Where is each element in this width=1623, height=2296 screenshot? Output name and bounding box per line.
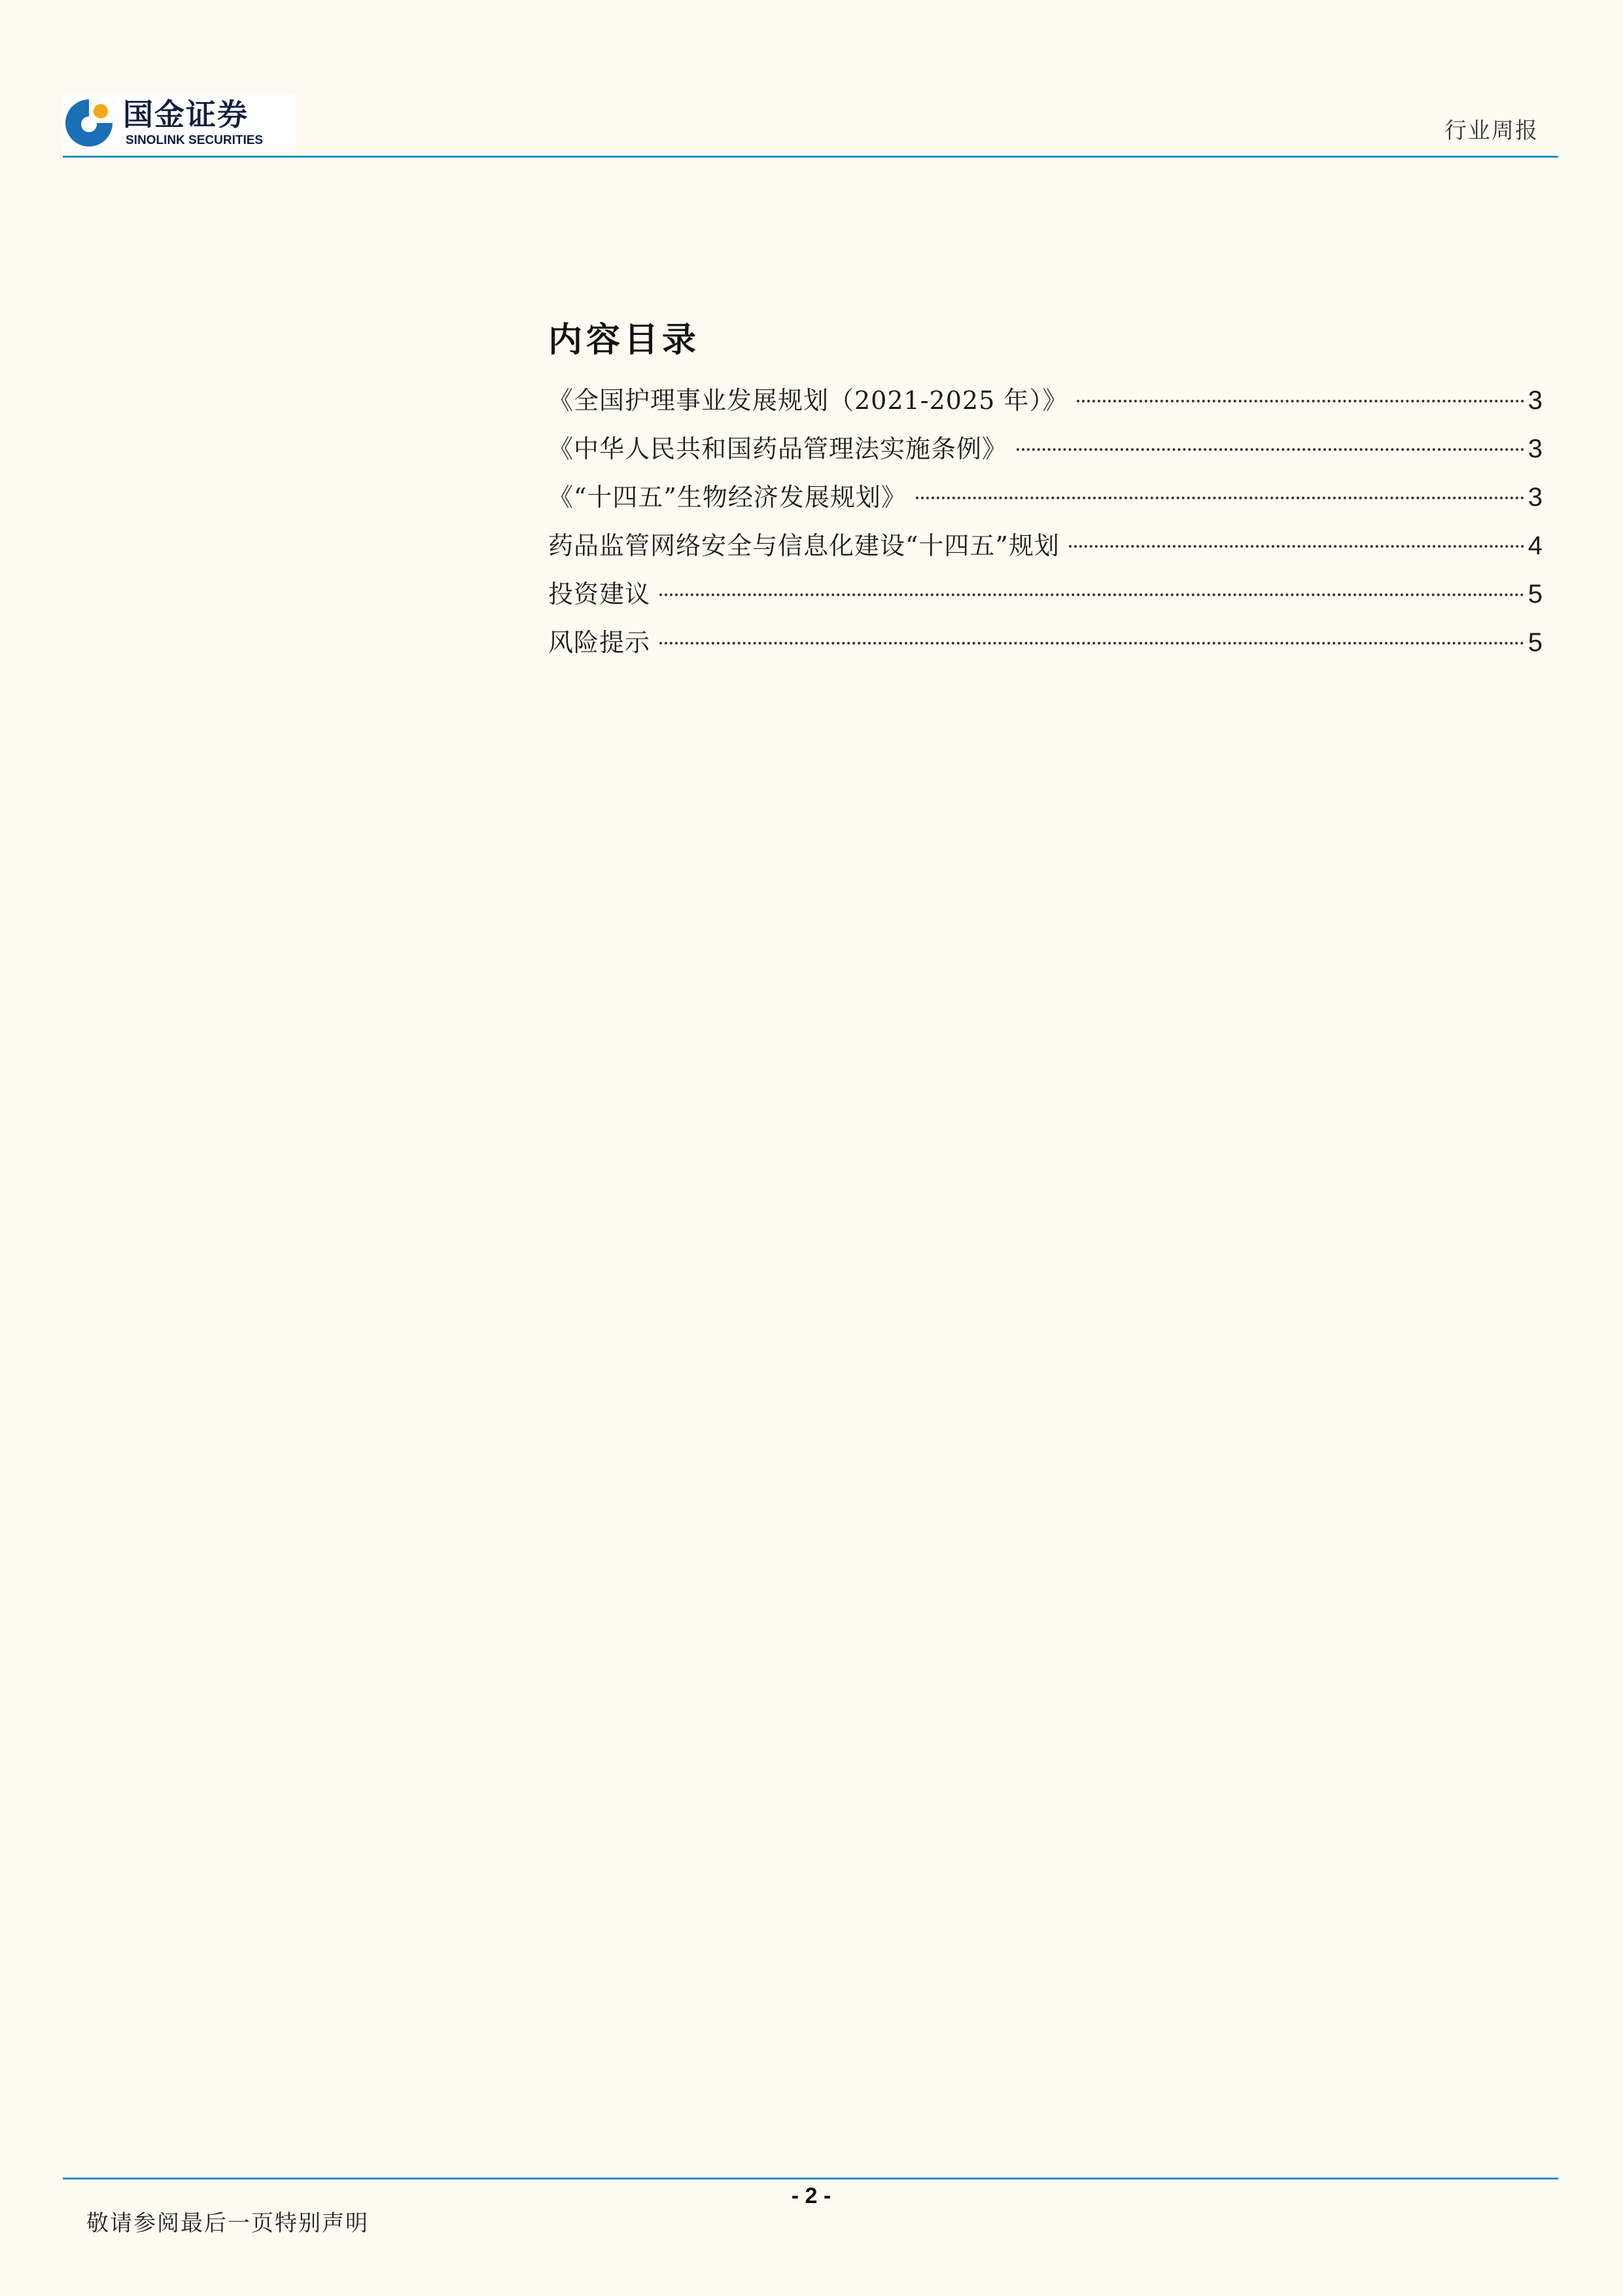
toc-entry-page: 4 — [1527, 531, 1543, 560]
logo-name-cn: 国金证券 — [123, 97, 249, 132]
toc-entry[interactable] — [548, 473, 1543, 521]
table-of-contents — [548, 317, 1543, 667]
toc-entry[interactable] — [548, 618, 1543, 667]
toc-entry[interactable] — [548, 521, 1543, 570]
toc-dot-leader — [1017, 448, 1524, 451]
toc-entry-text: 投资建议 — [548, 580, 651, 609]
toc-entry-page: 3 — [1527, 386, 1543, 415]
toc-entry[interactable] — [548, 425, 1543, 473]
toc-entry-text: 《中华人民共和国药品管理法实施条例》 — [548, 434, 1008, 463]
toc-entry-text: 《全国护理事业发展规划（2021-2025 年）》 — [548, 386, 1068, 415]
toc-entry-text: 药品监管网络安全与信息化建设“十四五”规划 — [548, 531, 1060, 560]
toc-dot-leader — [916, 497, 1524, 499]
toc-entry-page: 5 — [1527, 628, 1543, 657]
page-number: - 2 - — [791, 2183, 831, 2208]
logo-name-en: SINOLINK SECURITIES — [126, 133, 264, 147]
toc-entry-page: 3 — [1527, 483, 1543, 512]
toc-entry[interactable] — [548, 376, 1543, 425]
toc-entry-page: 3 — [1527, 434, 1543, 463]
toc-dot-leader — [1077, 400, 1524, 402]
header-divider — [63, 156, 1558, 158]
toc-entry-page: 5 — [1527, 580, 1543, 609]
toc-entry-text: 《“十四五”生物经济发展规划》 — [548, 483, 907, 512]
toc-dot-leader — [659, 642, 1524, 645]
company-logo — [63, 94, 296, 152]
sinolink-logo-icon — [63, 97, 115, 149]
toc-dot-leader — [1069, 545, 1524, 548]
toc-dot-leader — [659, 593, 1524, 596]
page-header — [63, 89, 1558, 157]
toc-entry[interactable] — [548, 570, 1543, 618]
toc-title: 内容目录 — [548, 320, 701, 360]
footer-divider — [63, 2178, 1558, 2180]
footer-disclaimer: 敬请参阅最后一页特别声明 — [86, 2210, 369, 2236]
report-type-label: 行业周报 — [1444, 118, 1539, 144]
toc-entry-text: 风险提示 — [548, 628, 651, 657]
